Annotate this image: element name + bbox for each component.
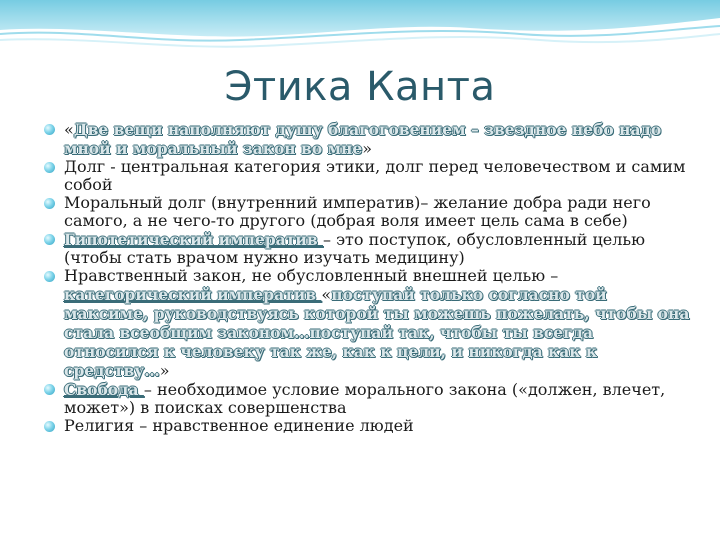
bullet-text: – необходимое условие морального закона («должен, влечет, может») в поисках совершенства [64, 380, 666, 417]
open-quote: « [64, 120, 74, 139]
open-quote: « [321, 285, 332, 304]
bullet-icon [44, 234, 55, 245]
top-wave-decoration [0, 0, 720, 70]
bullet-text: Долг - центральная категория этики, долг перед человечеством и самим собой [64, 157, 686, 194]
bullet-item [40, 267, 690, 380]
kant-quote-emphasis: Две вещи наполняют душу благоговением – звездное небо надо мной и моральный закон во мне [64, 120, 662, 158]
bullet-item [40, 120, 690, 158]
bullet-icon [44, 198, 55, 209]
slide-title: Этика Канта [224, 64, 496, 110]
bullet-icon [44, 384, 55, 395]
categorical-imperative-term: категорический императив [64, 285, 322, 304]
categorical-imperative-emphasis: поступай только согласно той максиме, руководствуясь которой ты можешь пожелать, чтобы она стала всеобщим законом…поступай так, чтобы ты всегда относился к человеку так же, как к цели, и никогда как к средству… [64, 285, 690, 380]
bullet-item [40, 158, 690, 194]
bullet-icon [44, 271, 55, 282]
bullet-icon [44, 162, 55, 173]
bullet-text: Нравственный закон, не обусловленный внешней целью – [64, 266, 559, 285]
bullet-icon [44, 421, 55, 432]
close-quote: » [362, 139, 373, 158]
hypothetical-imperative-term: Гипотетический императив [64, 230, 323, 249]
bullet-item [40, 417, 690, 435]
bullet-item [40, 194, 690, 230]
freedom-term: Свобода [64, 380, 144, 399]
bullet-text: Моральный долг (внутренний императив)– желание добра ради него самого, а не чего-то другого (добрая воля имеет цель сама в себе) [64, 193, 651, 230]
bullet-item [40, 230, 690, 267]
bullet-text: Религия – нравственное единение людей [64, 416, 414, 435]
bullet-icon [44, 124, 55, 135]
close-quote: » [159, 361, 170, 380]
bullet-list [40, 120, 690, 435]
bullet-item [40, 380, 690, 417]
bullet-text: – это поступок, обусловленный целью (чтобы стать врачом нужно изучать медицину) [64, 230, 646, 267]
